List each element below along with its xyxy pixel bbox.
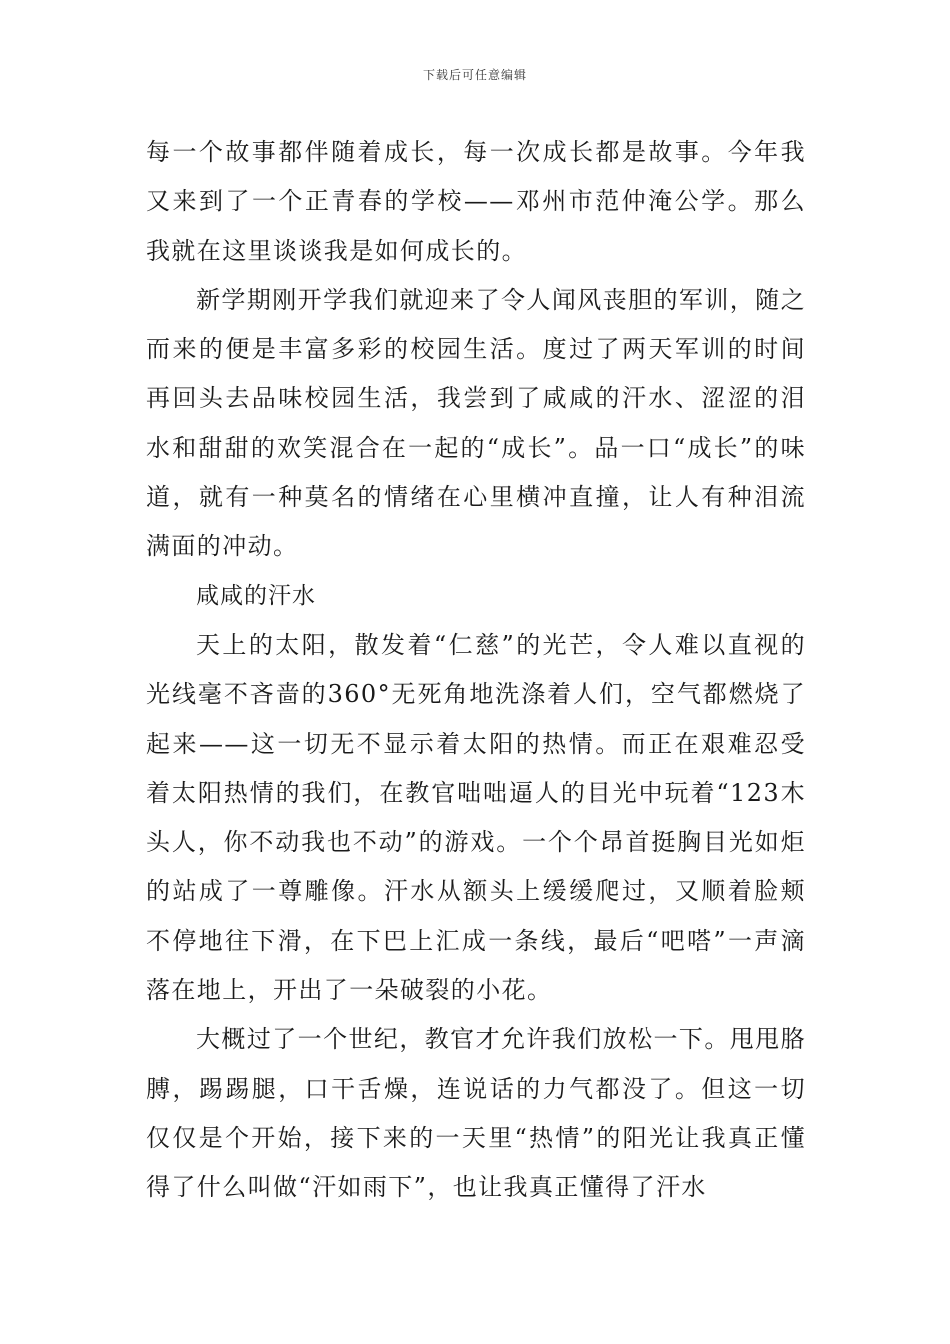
section-heading-sweat: 咸咸的汗水	[196, 582, 316, 609]
paragraph-sun: 天上的太阳，散发着“仁慈”的光芒，令人难以直视的光线毫不吝啬的360°无死角地洗涤着人们，空气都燃烧了起来——这一切无不显示着太阳的热情。而正在艰难忍受着太阳热情的我们，在教官咄咄逼人的目光中玩着“123木头人，你不动我也不动”的游戏。一个个昂首挺胸目光如炬的站成了一尊雕像。汗水从额头上缓缓爬过，又顺着脸颊不停地往下滑，在下巴上汇成一条线，最后“吧嗒”一声滴落在地上，开出了一朵破裂的小花。	[146, 630, 806, 1005]
paragraph-intro: 每一个故事都伴随着成长，每一次成长都是故事。今年我又来到了一个正青春的学校——邓州市范仲淹公学。那么我就在这里谈谈我是如何成长的。	[146, 138, 806, 265]
document-body	[146, 128, 806, 1213]
page-header: 下载后可任意编辑	[422, 68, 527, 82]
paragraph-rest: 大概过了一个世纪，教官才允许我们放松一下。甩甩胳膊，踢踢腿，口干舌燥，连说话的力气都没了。但这一切仅仅是个开始，接下来的一天里“热情”的阳光让我真正懂得了什么叫做“汗如雨下”，也让我真正懂得了汗水	[146, 1025, 806, 1202]
paragraph-military-training: 新学期刚开学我们就迎来了令人闻风丧胆的军训，随之而来的便是丰富多彩的校园生活。度过了两天军训的时间再回头去品味校园生活，我尝到了咸咸的汗水、涩涩的泪水和甜甜的欢笑混合在一起的“成长”。品一口“成长”的味道，就有一种莫名的情绪在心里横冲直撞，让人有种泪流满面的冲动。	[146, 285, 806, 561]
